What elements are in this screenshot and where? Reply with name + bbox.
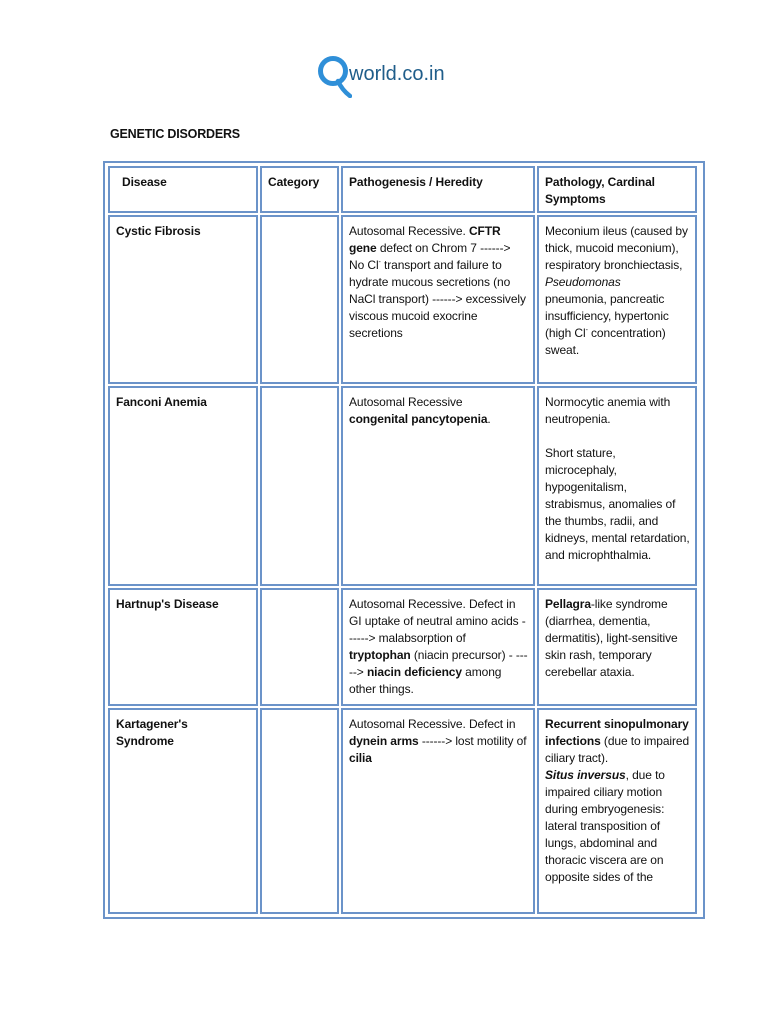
q-logo-icon [318,52,352,98]
table-row-category [260,215,339,384]
header-category: Category [260,166,339,213]
qworld-logo[interactable] [318,52,478,102]
header-pathogenesis: Pathogenesis / Heredity [341,166,535,213]
table-row-disease: Kartagener's Syndrome [108,708,258,914]
table-row-disease: Fanconi Anemia [108,386,258,586]
table-row-pathogenesis: Autosomal Recessive. CFTR gene defect on Chrom 7 ------> No Cl- transport and failure to hydrate mucous secretions (no NaCl transport) ------> excessively viscous mucoid exocrine secretions [341,215,535,384]
table-row-disease: Hartnup's Disease [108,588,258,706]
table-row-category [260,588,339,706]
header-pathology: Pathology, Cardinal Symptoms [537,166,697,213]
table-row-pathology: Pellagra-like syndrome (diarrhea, dementia, dermatitis), light-sensitive skin rash, temporary cerebellar ataxia. [537,588,697,706]
table-row-disease: Cystic Fibrosis [108,215,258,384]
table-row-category [260,708,339,914]
table-row-pathology: Meconium ileus (caused by thick, mucoid meconium), respiratory bronchiectasis, Pseudomonas pneumonia, pancreatic insufficiency, hypertonic (high Cl- concentration) sweat. [537,215,697,384]
header-disease: Disease [108,166,258,213]
table-row-pathogenesis: Autosomal Recessive. Defect in dynein arms ------> lost motility of cilia [341,708,535,914]
genetic-disorders-table [103,161,705,919]
table-row-pathogenesis: Autosomal Recessive congenital pancytopenia. [341,386,535,586]
logo-text: world.co.in [349,63,445,85]
page-title: GENETIC DISORDERS [110,127,240,141]
table-row-pathology: Normocytic anemia with neutropenia. Short stature, microcephaly, hypogenitalism, strabismus, anomalies of the thumbs, radii, and kidneys, mental retardation, and microphthalmia. [537,386,697,586]
table-row-pathogenesis: Autosomal Recessive. Defect in GI uptake of neutral amino acids ------> malabsorption of tryptophan (niacin precursor) - -----> niacin deficiency among other things. [341,588,535,706]
table-row-category [260,386,339,586]
table-row-pathology: Recurrent sinopulmonary infections (due to impaired ciliary tract). Situs inversus, due to impaired ciliary motion during embryogenesis: lateral transposition of lungs, abdominal and thoracic viscera are on opposite sides of the [537,708,697,914]
